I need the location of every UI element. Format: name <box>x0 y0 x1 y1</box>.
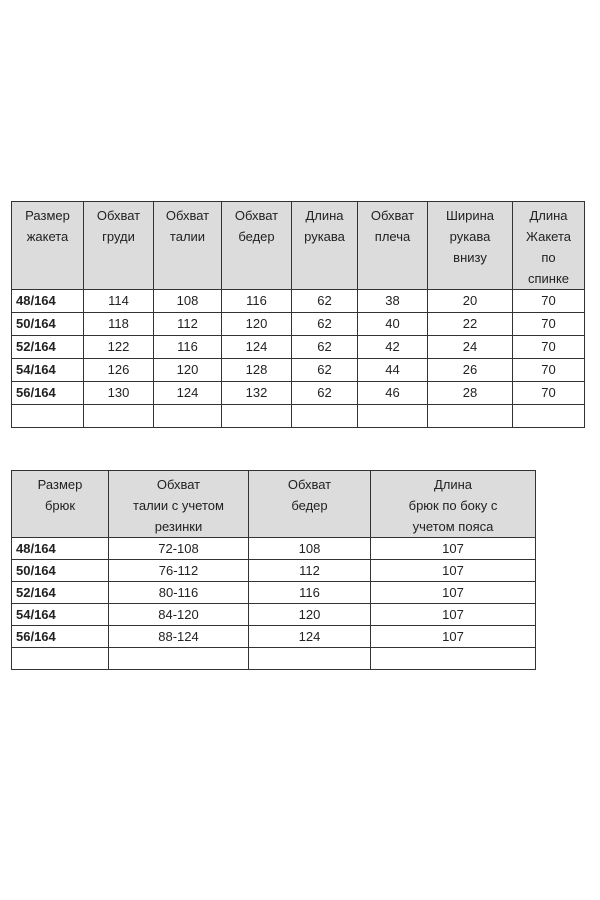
table-cell: 20 <box>428 290 513 313</box>
table-cell <box>154 405 222 428</box>
table-cell <box>358 405 428 428</box>
size-cell: 56/164 <box>12 626 109 648</box>
table-row <box>12 313 585 336</box>
table-cell: 124 <box>222 336 292 359</box>
size-cell: 50/164 <box>12 313 84 336</box>
table-cell: 116 <box>222 290 292 313</box>
table-row <box>12 626 536 648</box>
table-cell: 44 <box>358 359 428 382</box>
table-cell: 126 <box>84 359 154 382</box>
size-cell: 48/164 <box>12 538 109 560</box>
table-cell: 130 <box>84 382 154 405</box>
table-cell: 116 <box>249 582 371 604</box>
size-cell <box>12 648 109 670</box>
table-cell: 132 <box>222 382 292 405</box>
jacket-header-back-length: Длина Жакета по спинке <box>513 202 585 290</box>
table-cell: 24 <box>428 336 513 359</box>
trousers-header-size: Размер брюк <box>12 471 109 538</box>
table-cell <box>371 648 536 670</box>
table-row <box>12 582 536 604</box>
table-cell: 70 <box>513 382 585 405</box>
jacket-header-waist: Обхват талии <box>154 202 222 290</box>
table-cell <box>249 648 371 670</box>
table-cell <box>84 405 154 428</box>
table-cell: 70 <box>513 359 585 382</box>
table-cell: 107 <box>371 604 536 626</box>
table-cell: 42 <box>358 336 428 359</box>
table-cell: 62 <box>292 313 358 336</box>
size-cell: 52/164 <box>12 336 84 359</box>
table-cell: 70 <box>513 313 585 336</box>
trousers-header-row <box>12 471 536 538</box>
table-row <box>12 604 536 626</box>
table-cell: 40 <box>358 313 428 336</box>
table-cell: 80-116 <box>109 582 249 604</box>
table-row <box>12 336 585 359</box>
table-cell <box>292 405 358 428</box>
jacket-header-hips: Обхват бедер <box>222 202 292 290</box>
empty-row <box>12 648 536 670</box>
trousers-size-table <box>11 470 536 670</box>
table-cell: 107 <box>371 538 536 560</box>
table-cell: 118 <box>84 313 154 336</box>
size-cell: 50/164 <box>12 560 109 582</box>
table-cell: 70 <box>513 290 585 313</box>
table-cell: 76-112 <box>109 560 249 582</box>
size-cell: 56/164 <box>12 382 84 405</box>
jacket-header-shoulder: Обхват плеча <box>358 202 428 290</box>
table-cell: 84-120 <box>109 604 249 626</box>
table-cell: 120 <box>222 313 292 336</box>
table-cell: 114 <box>84 290 154 313</box>
table-cell: 62 <box>292 290 358 313</box>
table-cell: 108 <box>154 290 222 313</box>
size-cell: 48/164 <box>12 290 84 313</box>
table-cell: 72-108 <box>109 538 249 560</box>
table-row <box>12 290 585 313</box>
size-cell: 54/164 <box>12 604 109 626</box>
empty-row <box>12 405 585 428</box>
table-cell: 46 <box>358 382 428 405</box>
size-cell: 54/164 <box>12 359 84 382</box>
table-row <box>12 359 585 382</box>
table-row <box>12 382 585 405</box>
table-cell: 26 <box>428 359 513 382</box>
table-cell: 62 <box>292 336 358 359</box>
table-cell: 116 <box>154 336 222 359</box>
table-cell: 112 <box>154 313 222 336</box>
table-cell: 70 <box>513 336 585 359</box>
table-cell: 120 <box>249 604 371 626</box>
table-cell: 128 <box>222 359 292 382</box>
table-cell: 28 <box>428 382 513 405</box>
trousers-header-length: Длина брюк по боку с учетом пояса <box>371 471 536 538</box>
table-row <box>12 538 536 560</box>
size-cell <box>12 405 84 428</box>
table-cell: 124 <box>154 382 222 405</box>
table-cell <box>428 405 513 428</box>
table-cell: 107 <box>371 560 536 582</box>
table-cell: 22 <box>428 313 513 336</box>
table-cell: 112 <box>249 560 371 582</box>
table-cell: 107 <box>371 582 536 604</box>
jacket-header-sleeve-width: Ширина рукава внизу <box>428 202 513 290</box>
jacket-header-sleeve-length: Длина рукава <box>292 202 358 290</box>
table-cell: 62 <box>292 382 358 405</box>
jacket-header-row <box>12 202 585 290</box>
table-cell: 88-124 <box>109 626 249 648</box>
size-cell: 52/164 <box>12 582 109 604</box>
table-cell <box>513 405 585 428</box>
table-cell: 108 <box>249 538 371 560</box>
table-cell: 38 <box>358 290 428 313</box>
table-cell: 122 <box>84 336 154 359</box>
table-cell: 62 <box>292 359 358 382</box>
jacket-header-chest: Обхват груди <box>84 202 154 290</box>
trousers-header-hips: Обхват бедер <box>249 471 371 538</box>
trousers-header-waist: Обхват талии с учетом резинки <box>109 471 249 538</box>
table-cell <box>109 648 249 670</box>
table-cell <box>222 405 292 428</box>
table-cell: 107 <box>371 626 536 648</box>
table-row <box>12 560 536 582</box>
jacket-size-table <box>11 201 585 428</box>
table-cell: 120 <box>154 359 222 382</box>
jacket-header-size: Размер жакета <box>12 202 84 290</box>
table-cell: 124 <box>249 626 371 648</box>
